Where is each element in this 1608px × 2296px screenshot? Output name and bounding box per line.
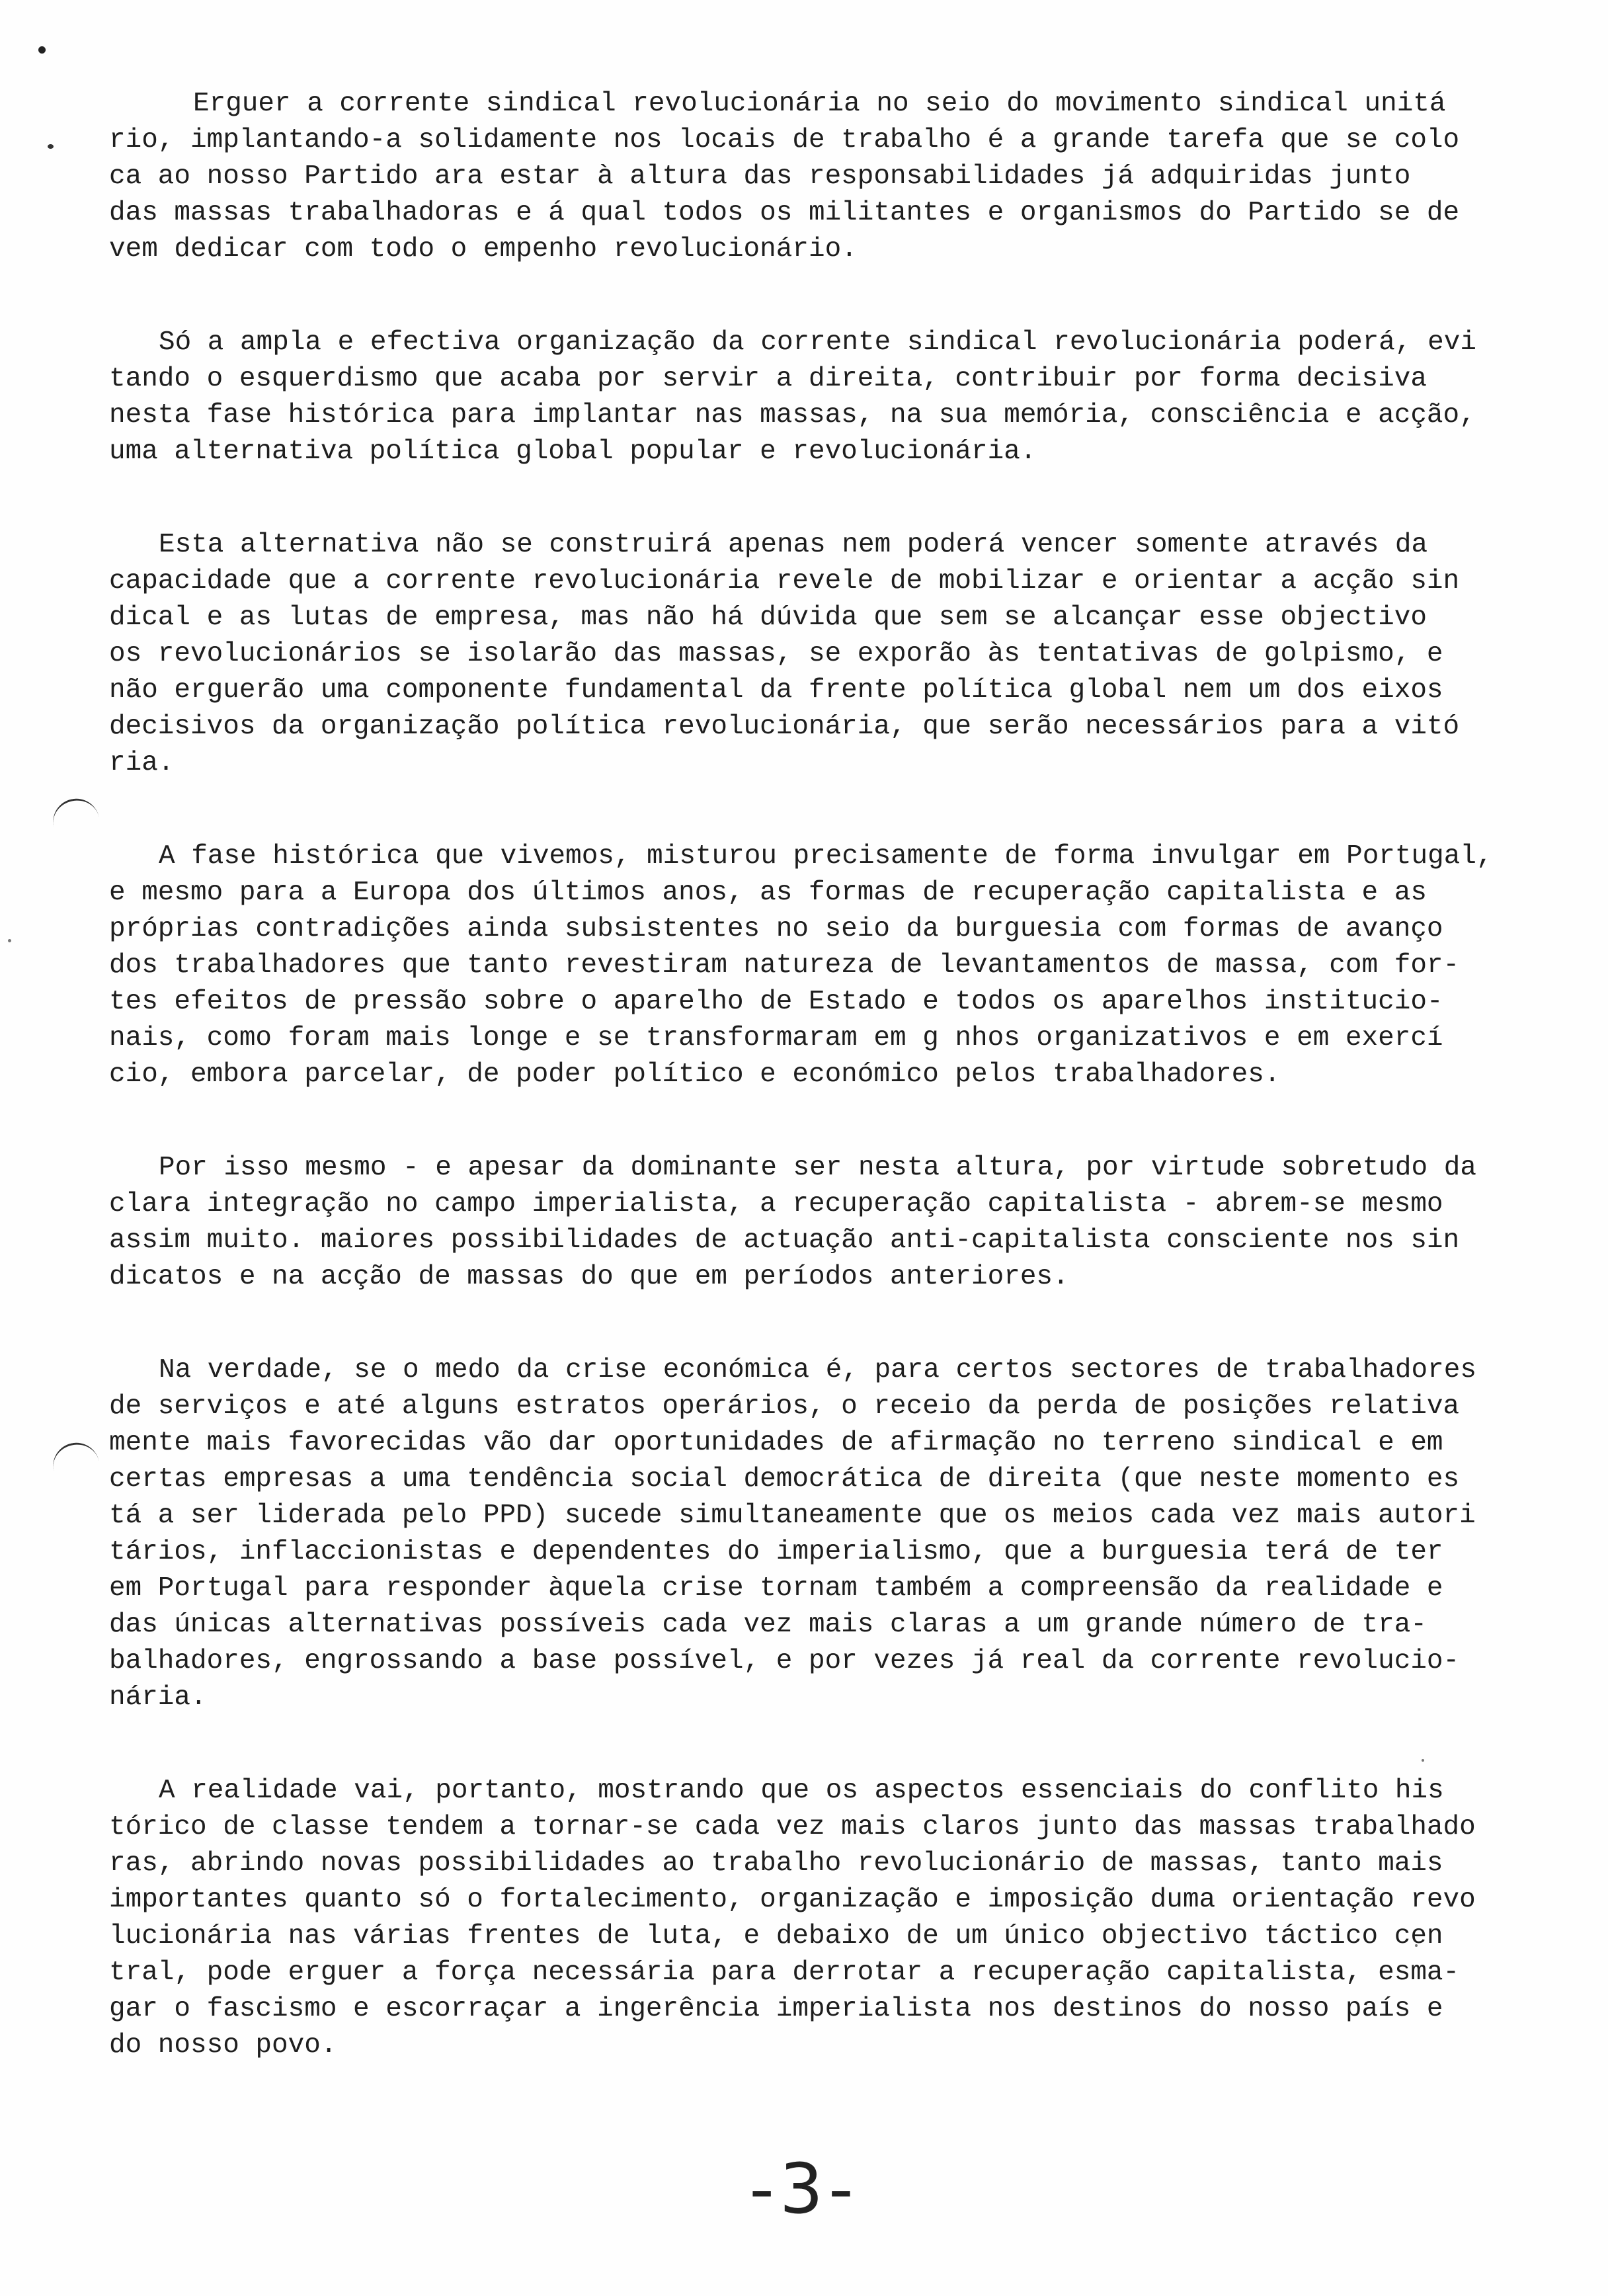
text-line: decisivos da organização política revolucionária, que serão necessários para a vitó — [109, 712, 1460, 742]
text-line: dical e as lutas de empresa, mas não há dúvida que sem se alcançar esse objectivo — [109, 602, 1427, 633]
text-line: próprias contradições ainda subsistentes no seio da burguesia com formas de avanço — [109, 914, 1443, 944]
text-line: ria. — [109, 748, 175, 778]
text-line: gar o fascismo e escorraçar a ingerência imperialista nos destinos do nosso país e — [109, 1994, 1443, 2024]
paragraph-4 — [109, 839, 1511, 1093]
text-line: não erguerão uma componente fundamental da frente política global nem um dos eixos — [109, 675, 1443, 706]
text-line: Só a ampla e efectiva organização da corrente sindical revolucionária poderá, evi — [159, 327, 1476, 358]
text-line: do nosso povo. — [109, 2030, 337, 2061]
text-line: Na verdade, se o medo da crise económica é, para certos sectores de trabalhadores — [159, 1355, 1476, 1385]
text-line: os revolucionários se isolarão das massas, se exporão às tentativas de golpismo, e — [109, 639, 1443, 669]
text-line: certas empresas a uma tendência social democrática de direita (que neste momento es — [109, 1464, 1460, 1495]
text-line: e mesmo para a Europa dos últimos anos, as formas de recuperação capitalista e as — [109, 878, 1427, 908]
text-line: importantes quanto só o fortalecimento, organização e imposição duma orientação revo — [109, 1885, 1476, 1915]
paragraph-5 — [109, 1150, 1511, 1295]
text-line: tando o esquerdismo que acaba por servir a direita, contribuir por forma decisiva — [109, 364, 1427, 394]
text-line: dos trabalhadores que tanto revestiram natureza de levantamentos de massa, com for- — [109, 950, 1460, 981]
stray-dot-mark — [48, 144, 54, 149]
text-line: nária. — [109, 1682, 207, 1713]
paragraph-1 — [109, 86, 1511, 268]
text-line: ca ao nosso Partido ara estar à altura das responsabilidades já adquiridas junto — [109, 161, 1411, 192]
text-line: uma alternativa política global popular e revolucionária. — [109, 436, 1037, 467]
text-line: tórico de classe tendem a tornar-se cada vez mais claros junto das massas trabalhado — [109, 1812, 1476, 1842]
text-line: tes efeitos de pressão sobre o aparelho de Estado e todos os aparelhos institucio- — [109, 987, 1443, 1017]
text-line: mente mais favorecidas vão dar oportunidades de afirmação no terreno sindical e em — [109, 1428, 1443, 1458]
text-line: vem dedicar com todo o empenho revolucionário. — [109, 234, 858, 265]
pencil-arc-mark — [49, 1438, 100, 1479]
text-line: Por isso mesmo - e apesar da dominante ser nesta altura, por virtude sobretudo da — [159, 1153, 1476, 1183]
text-line: rio, implantando-a solidamente nos locais de trabalho é a grande tarefa que se colo — [109, 125, 1460, 155]
text-line: tá a ser liderada pelo PPD) sucede simultaneamente que os meios cada vez mais autori — [109, 1500, 1476, 1531]
text-line: ras, abrindo novas possibilidades ao trabalho revolucionário de massas, tanto mais — [109, 1848, 1443, 1879]
text-line: A realidade vai, portanto, mostrando que os aspectos essenciais do conflito his — [159, 1776, 1444, 1806]
text-line: nesta fase histórica para implantar nas massas, na sua memória, consciência e acção, — [109, 400, 1476, 430]
stray-dot-mark — [38, 46, 46, 54]
text-line: tral, pode erguer a força necessária para derrotar a recuperação capitalista, esma- — [109, 1957, 1460, 1988]
text-line: cio, embora parcelar, de poder político e económico pelos trabalhadores. — [109, 1059, 1281, 1090]
body-text — [109, 86, 1511, 2121]
paragraph-7 — [109, 1773, 1511, 2064]
text-line: nais, como foram mais longe e se transformaram em g nhos organizativos e em exercí — [109, 1023, 1443, 1053]
pencil-arc-mark — [49, 794, 100, 835]
scan-speck — [8, 939, 11, 942]
text-line: capacidade que a corrente revolucionária revele de mobilizar e orientar a acção sin — [109, 566, 1460, 596]
text-line: Esta alternativa não se construirá apenas nem poderá vencer somente através da — [159, 530, 1428, 560]
paragraph-6 — [109, 1352, 1511, 1716]
text-line: Erguer a corrente sindical revolucionária no seio do movimento sindical unitá — [193, 89, 1446, 119]
paragraph-3 — [109, 527, 1511, 782]
text-line: A fase histórica que vivemos, misturou precisamente de forma invulgar em Portugal, — [159, 841, 1493, 872]
text-line: lucionária nas várias frentes de luta, e debaixo de um único objectivo táctico cen — [109, 1921, 1443, 1951]
paragraph-2 — [109, 325, 1511, 470]
text-line: em Portugal para responder àquela crise tornam também a compreensão da realidade e — [109, 1573, 1443, 1604]
text-line: balhadores, engrossando a base possível, e por vezes já real da corrente revolucio- — [109, 1646, 1460, 1676]
page-number: -3- — [749, 2149, 859, 2229]
text-line: clara integração no campo imperialista, a recuperação capitalista - abrem-se mesmo — [109, 1189, 1443, 1219]
text-line: assim muito. maiores possibilidades de actuação anti-capitalista consciente nos sin — [109, 1225, 1460, 1256]
text-line: de serviços e até alguns estratos operários, o receio da perda de posições relativa — [109, 1391, 1460, 1422]
text-line: das massas trabalhadoras e á qual todos os militantes e organismos do Partido se de — [109, 198, 1460, 228]
text-line: das únicas alternativas possíveis cada vez mais claras a um grande número de tra- — [109, 1610, 1427, 1640]
text-line: tários, inflaccionistas e dependentes do imperialismo, que a burguesia terá de ter — [109, 1537, 1443, 1567]
text-line: dicatos e na acção de massas do que em períodos anteriores. — [109, 1262, 1069, 1292]
